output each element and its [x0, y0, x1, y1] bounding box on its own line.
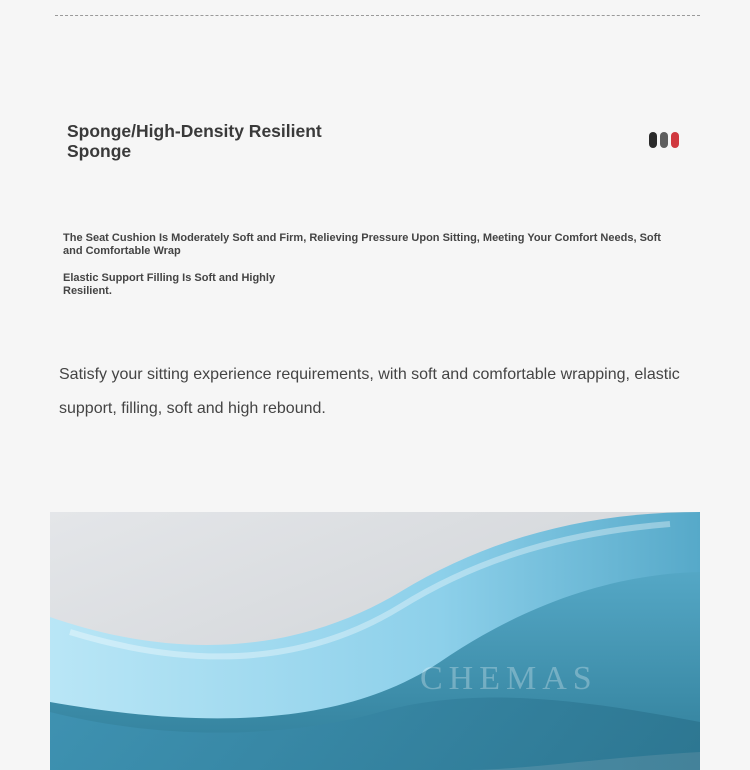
description-text: Satisfy your sitting experience requirements, with soft and comfortable wrapping, elastic support, filling, soft and high rebound. — [59, 366, 680, 417]
feature-line-1: The Seat Cushion Is Moderately Soft and Firm, Relieving Pressure Upon Sitting, Meeting Your Comfort Needs, Soft and Comfortable Wrap — [63, 232, 661, 257]
color-dots — [649, 132, 679, 148]
color-dot-red — [671, 132, 679, 148]
top-divider — [55, 15, 700, 16]
sponge-photo — [50, 512, 700, 770]
watermark: CHEMAS — [420, 660, 598, 697]
color-dot-black — [649, 132, 657, 148]
color-dot-gray — [660, 132, 668, 148]
section-title: Sponge/High-Density Resilient Sponge — [67, 121, 322, 161]
feature-line-2: Elastic Support Filling Is Soft and Highly Resilient. — [63, 272, 276, 297]
blue-foam-sponge-icon — [50, 512, 700, 770]
